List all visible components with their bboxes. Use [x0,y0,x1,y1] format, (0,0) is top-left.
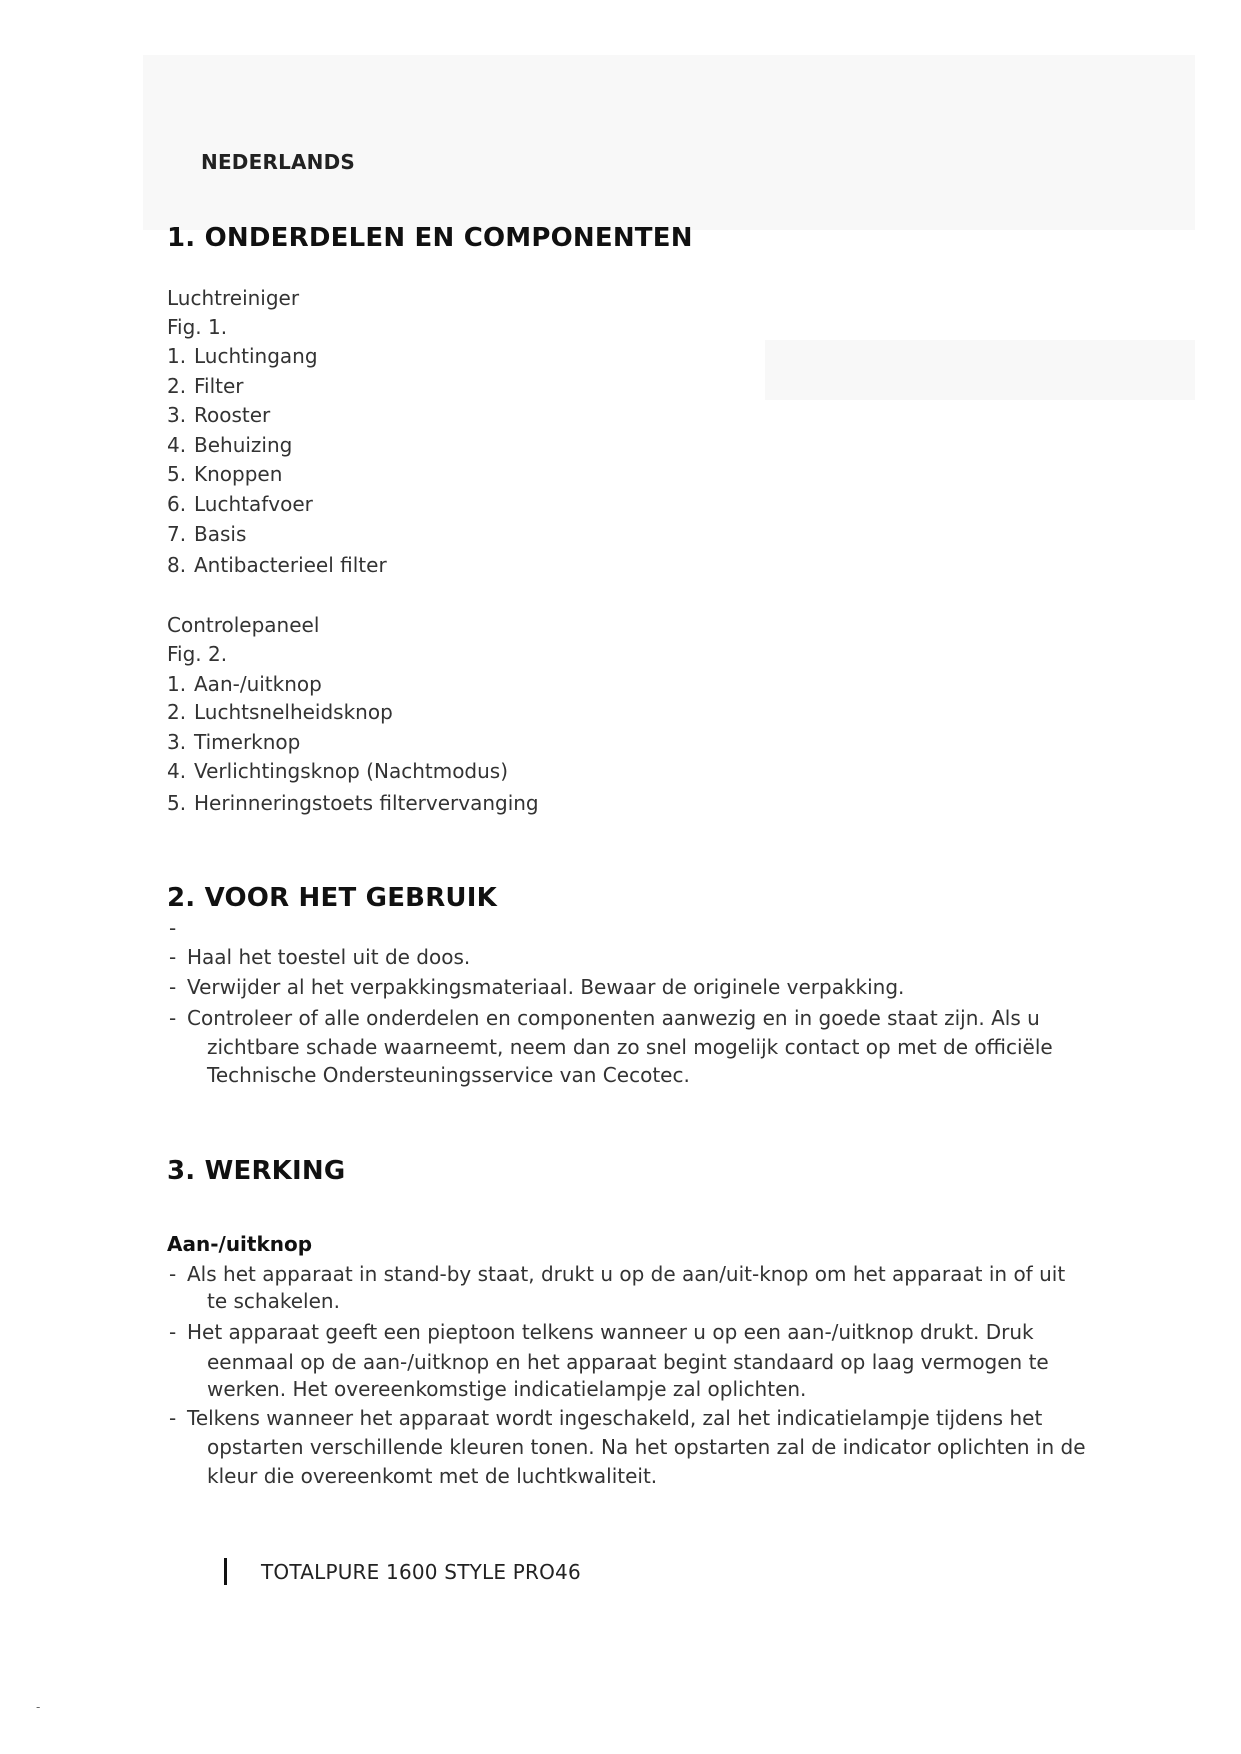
bullet-dash: - [169,1006,177,1030]
group2-fig: Fig. 2. [167,642,228,666]
bullet-dash: - [169,975,177,999]
section-2-title: 2. VOOR HET GEBRUIK [167,883,497,913]
bullet-text-cont: opstarten verschillende kleuren tonen. Na het opstarten zal de indicator oplichten in de [207,1435,1086,1459]
group1-label: Luchtreiniger [167,286,300,310]
section-1-title: 1. ONDERDELEN EN COMPONENTEN [167,223,693,253]
section-3-title: 3. WERKING [167,1156,346,1186]
bullet-text: Haal het toestel uit de doos. [187,945,471,969]
list-item: 7. Basis [167,522,247,546]
list-item: 3. Timerknop [167,730,301,754]
bullet-text-cont: eenmaal op de aan-/uitknop en het apparaat begint standaard op laag vermogen te [207,1350,1049,1374]
bullet-dash: - [169,945,177,969]
bullet-text-cont: zichtbare schade waarneemt, neem dan zo snel mogelijk contact op met de officiële [207,1035,1053,1059]
bullet-text-cont: kleur die overeenkomt met de luchtkwaliteit. [207,1464,658,1488]
bullet-text: Het apparaat geeft een pieptoon telkens wanneer u op een aan-/uitknop drukt. Druk [187,1320,1034,1344]
footer-product-name: TOTALPURE 1600 STYLE PRO46 [261,1560,581,1584]
bullet-text: Als het apparaat in stand-by staat, drukt u op de aan/uit-knop om het apparaat in of uit [187,1262,1066,1286]
list-item: 6. Luchtafvoer [167,492,313,516]
list-item: 4. Behuizing [167,433,293,457]
scan-shading-top [143,55,1195,230]
bullet-dash: - [169,1406,177,1430]
scan-shading-mid [765,340,1195,400]
language-label: NEDERLANDS [201,150,356,174]
list-item: 5. Herinneringstoets filtervervanging [167,791,539,815]
empty-dash: - [169,916,177,940]
list-item: 5. Knoppen [167,462,283,486]
group1-fig: Fig. 1. [167,315,228,339]
list-item: 4. Verlichtingsknop (Nachtmodus) [167,759,509,783]
list-item: 3. Rooster [167,403,271,427]
list-item: 2. Luchtsnelheidsknop [167,700,393,724]
bullet-text: Verwijder al het verpakkingsmateriaal. Bewaar de originele verpakking. [187,975,905,999]
footer-divider-bar [224,1558,227,1585]
bullet-text: Telkens wanneer het apparaat wordt ingeschakeld, zal het indicatielampje tijdens het [187,1406,1043,1430]
bullet-dash: - [169,1320,177,1344]
bullet-text-cont: werken. Het overeenkomstige indicatielampje zal oplichten. [207,1377,807,1401]
bullet-text-cont: Technische Ondersteuningsservice van Cecotec. [207,1063,690,1087]
group2-label: Controlepaneel [167,613,320,637]
list-item: 1. Aan-/uitknop [167,672,322,696]
list-item: 8. Antibacterieel filter [167,553,387,577]
page-mark: - [36,1700,41,1714]
section-3-subtitle: Aan-/uitknop [167,1232,313,1256]
bullet-dash: - [169,1262,177,1286]
bullet-text: Controleer of alle onderdelen en componenten aanwezig en in goede staat zijn. Als u [187,1006,1040,1030]
list-item: 1. Luchtingang [167,344,318,368]
list-item: 2. Filter [167,374,244,398]
bullet-text-cont: te schakelen. [207,1289,340,1313]
